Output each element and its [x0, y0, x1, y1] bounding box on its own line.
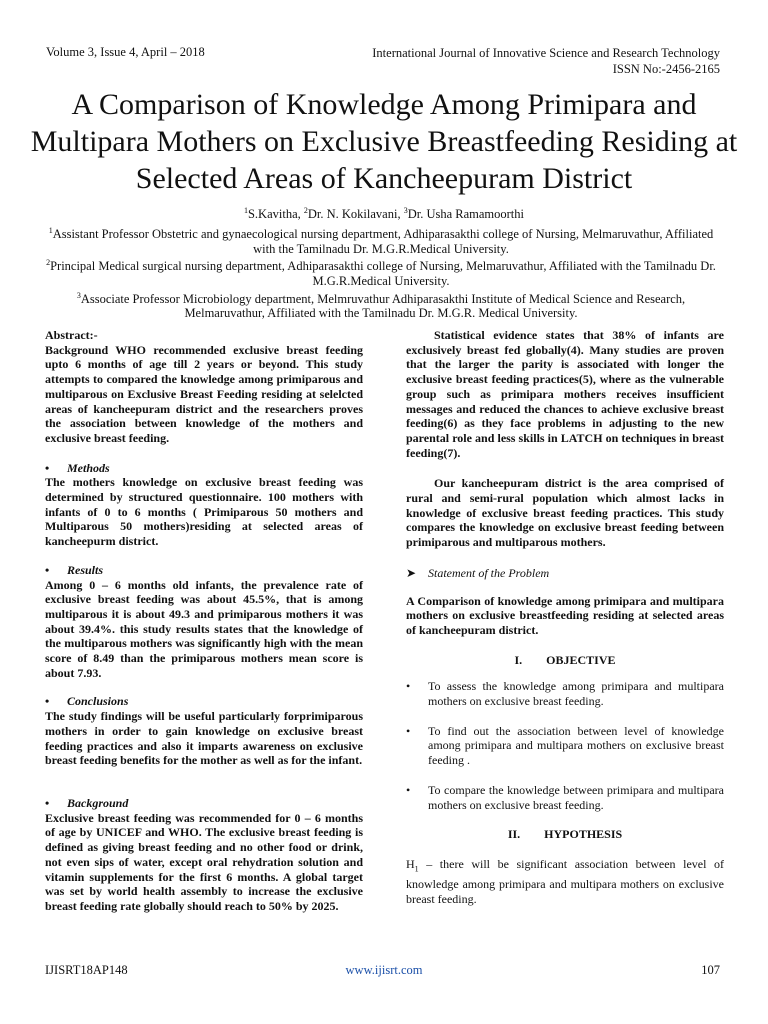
objective-text: To assess the knowledge among primipara and multipara mothers on exclusive breast feeding. [428, 679, 724, 709]
bullet-icon: • [45, 795, 50, 810]
author-1-sup: 1 [243, 206, 248, 215]
bullet-icon: • [45, 562, 50, 577]
abstract-label: Abstract:- [45, 328, 98, 342]
methods-heading [45, 461, 363, 476]
author-3: Dr. Usha Ramamoorthi [407, 207, 525, 222]
conclusions-heading [45, 694, 363, 709]
background-text: Exclusive breast feeding was recommended for 0 – 6 months of age by UNICEF and WHO. The exclusive breast feeding is defined as giving breast feeding and no other food or drink, not even sips of water, except oral rehydration solution and vitamin supplements for the first 6 months. A global target was set by world health assembly to increase the exclusive breast feeding rate globally should reach to 50% by 2025. [45, 810, 363, 913]
author-2-sup: 2 [303, 206, 308, 215]
affiliation-1-sup: 1 [48, 226, 53, 235]
affiliation-3-sup: 3 [76, 290, 81, 300]
author-3-sup: 3 [403, 206, 408, 215]
affiliation-1 [42, 224, 720, 256]
bullet-icon: • [45, 460, 50, 475]
background-heading [45, 796, 363, 811]
hypothesis-subscript: 1 [414, 864, 419, 874]
background-label: Background [67, 795, 129, 810]
page-number: 107 [701, 963, 720, 977]
journal-website-link[interactable]: www.ijisrt.com [345, 963, 423, 977]
author-line [30, 206, 738, 222]
objective-item [406, 679, 724, 708]
hypothesis-body: – there will be significant association between level of knowledge among primipara and multipara mothers on exclusive breast feeding. [406, 856, 724, 906]
affiliations [42, 224, 720, 321]
methods-text: The mothers knowledge on exclusive breast feeding was determined by structured questionnaire. 100 mothers with infants of 0 to 6 months ( Primiparous 50 mothers and Multiparous 50 mothers)residing at selected areas of kancheepurm district. [45, 475, 363, 549]
affiliation-1-text: Assistant Professor Obstetric and gynaecological nursing department, Adhiparasakthi college of Nursing, Melmaruvathur, Affiliated with the Tamilnadu Dr. M.G.R.Medical University. [52, 227, 714, 256]
right-column [406, 328, 724, 906]
results-heading [45, 563, 363, 578]
paper-title: A Comparison of Knowledge Among Primipara and Multipara Mothers on Exclusive Breastfeeding Residing at Selected Areas of Kancheepuram District [30, 88, 738, 195]
objective-text: To find out the association between level of knowledge among primipara and multipara mothers on exclusive breast feeding . [428, 723, 724, 768]
conclusions-text: The study findings will be useful particularly forprimiparous mothers in order to gain knowledge on exclusive breast feeding practices and also it imparts awareness on exclusive breast feeding benefits for the mother as well as for the infant. [45, 709, 363, 768]
affiliation-2 [42, 256, 720, 288]
objective-item [406, 783, 724, 812]
affiliation-3 [42, 289, 720, 321]
abstract-summary: Background WHO recommended exclusive breast feeding upto 6 months of age till 2 years or beyond. This study attempts to compared the knowledge among primiparous and multiparous on Exclusive Breast Feeding residing at selelcted areas of kancheepuram district and the researchers proves the association between knowledge of the mothers and exclusive breast feeding. [45, 342, 363, 445]
statement-heading [406, 566, 724, 581]
hypothesis-text [406, 857, 724, 907]
statement-label: Statement of the Problem [428, 565, 550, 580]
hypothesis-symbol: H [406, 856, 415, 871]
arrow-bullet-icon: ➤ [406, 565, 417, 580]
intro-paragraph-2: Our kancheepuram district is the area comprised of rural and semi-rural population which almost lacks in knowledge of exclusive breast feeding practices. This study compares the knowledge on exclusive breast feeding between primiparous and multiparous mothers. [406, 476, 724, 550]
objective-heading: I. OBJECTIVE [514, 652, 616, 667]
author-1: S.Kavitha, [247, 207, 304, 222]
affiliation-3-text: Associate Professor Microbiology department, Melmruvathur Adhiparasakthi Institute of Medical Science and Research, Melmaruvathur, Affiliated with the Tamilnadu Dr. M.G.R. Medical University. [80, 291, 686, 321]
results-label: Results [67, 562, 104, 577]
objective-text: To compare the knowledge between primipara and multipara mothers on exclusive breast feeding. [428, 782, 724, 812]
article-id: IJISRT18AP148 [45, 963, 128, 977]
methods-label: Methods [67, 460, 110, 475]
bullet-icon: • [45, 694, 50, 709]
journal-header [372, 45, 720, 77]
author-2: Dr. N. Kokilavani, [307, 207, 404, 222]
objective-item [406, 724, 724, 768]
results-text: Among 0 – 6 months old infants, the prevalence rate of exclusive breast feeding was about 45.5%, that is among multiparous it is about 49.3 and primiparous mothers it was about 39.4%. this study results states that the knowledge of the multiparous mothers was significantly high with the mean score of 8.49 than the primiparous mothers mean score is about 7.93. [45, 577, 363, 680]
affiliation-2-text: Principal Medical surgical nursing department, Adhiparasakthi college of Nursing, Melmaruvathur, Affiliated with the Tamilnadu Dr. M.G.R.Medical University. [50, 259, 716, 289]
statement-text: A Comparison of knowledge among primipara and multipara mothers on exclusive breastfeeding residing at selected areas of kancheepuram district. [406, 593, 724, 637]
journal-name: International Journal of Innovative Science and Research Technology [372, 46, 720, 60]
conclusions-label: Conclusions [67, 694, 129, 709]
bullet-icon: • [406, 782, 411, 797]
intro-paragraph-1: Statistical evidence states that 38% of infants are exclusively breast fed globally(4). Many studies are proven that the larger the parity is associated with longer the exclusive breast feeding practices(5), where as the vulnerable group such as primipara mothers receives insufficient messages and reduced the chances to achieve exclusive breast feeding(6) as they face problems in adjusting to the new parental role and less skills in LATCH on techniques in breast feeding(7). [406, 328, 724, 460]
bullet-icon: • [406, 723, 411, 738]
affiliation-2-sup: 2 [46, 258, 51, 268]
volume-issue: Volume 3, Issue 4, April – 2018 [46, 45, 205, 59]
issn: ISSN No:-2456-2165 [612, 62, 720, 76]
bullet-icon: • [406, 679, 411, 694]
left-column [45, 328, 363, 914]
hypothesis-heading: II. HYPOTHESIS [507, 827, 623, 842]
